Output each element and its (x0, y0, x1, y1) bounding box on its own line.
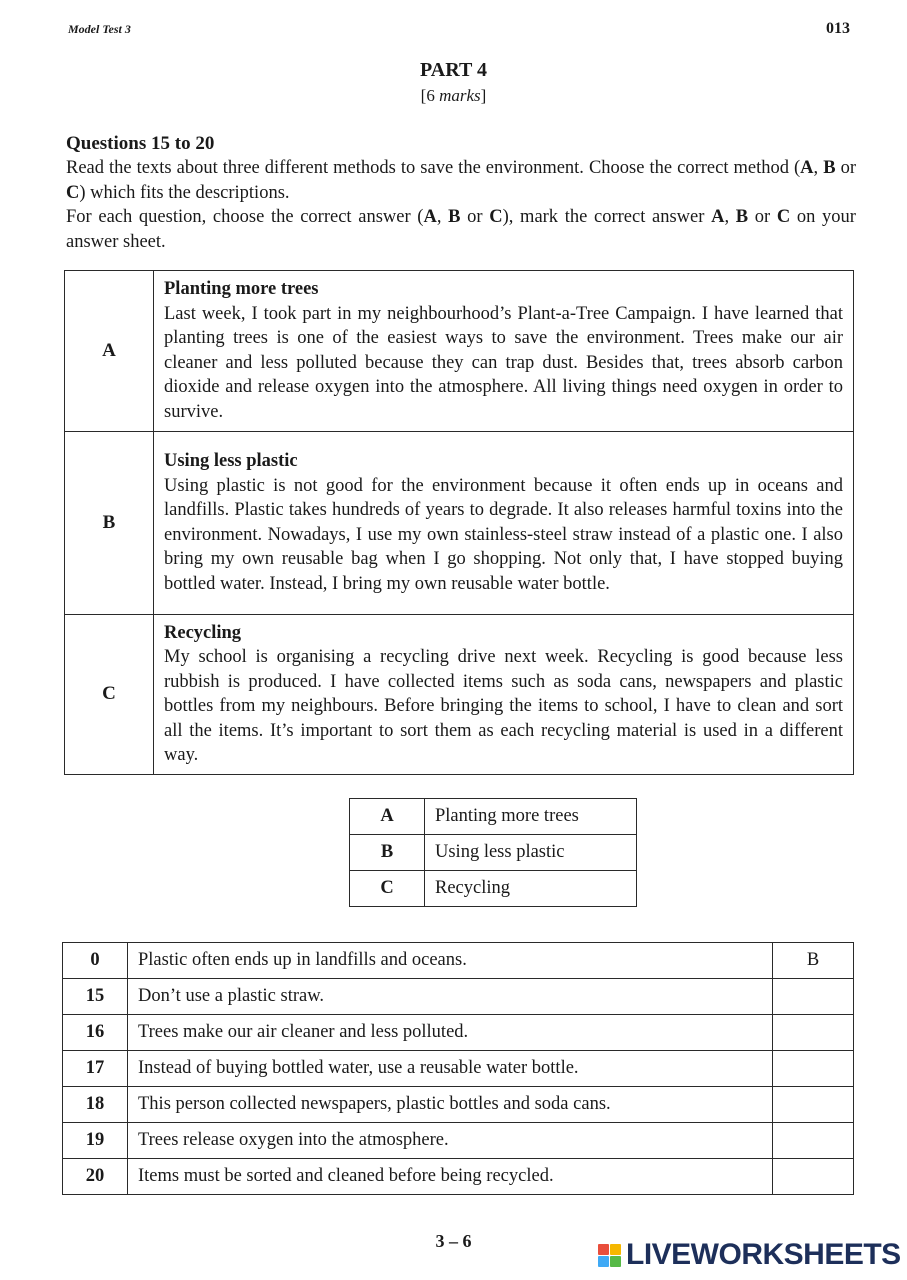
question-row (63, 1015, 854, 1051)
question-number: 19 (63, 1123, 128, 1159)
question-text: Plastic often ends up in landfills and oceans. (128, 943, 773, 979)
question-text: Trees release oxygen into the atmosphere. (128, 1123, 773, 1159)
text-row-b (65, 432, 854, 615)
answer-box[interactable] (773, 1015, 854, 1051)
key-row (350, 799, 637, 835)
question-number: 18 (63, 1087, 128, 1123)
reading-texts-table (64, 270, 854, 775)
logo-square (598, 1244, 609, 1255)
answer-box[interactable] (773, 1051, 854, 1087)
logo-square (610, 1256, 621, 1267)
question-number: 15 (63, 979, 128, 1015)
question-text: Don’t use a plastic straw. (128, 979, 773, 1015)
question-row (63, 1087, 854, 1123)
question-row (63, 1159, 854, 1195)
questions-table (62, 942, 854, 1195)
answer-box[interactable] (773, 979, 854, 1015)
liveworksheets-logo-icon (598, 1244, 621, 1267)
key-row (350, 871, 637, 907)
text-title: Recycling (164, 622, 242, 643)
text-row-a (65, 271, 854, 432)
text-letter: C (65, 615, 154, 775)
brand-name: LIVEWORKSHEETS (626, 1238, 901, 1271)
question-text: This person collected newspapers, plastic bottles and soda cans. (128, 1087, 773, 1123)
answer-box[interactable] (773, 1123, 854, 1159)
text-letter: A (65, 271, 154, 432)
text-cell (154, 432, 854, 615)
question-text: Trees make our air cleaner and less polluted. (128, 1015, 773, 1051)
key-label: Recycling (425, 871, 637, 907)
instruction-paragraph-1: Read the texts about three different methods to save the environment. Choose the correct method (A, B or C) which fits the descriptions. (66, 158, 856, 203)
text-letter: B (65, 432, 154, 615)
question-row-example (63, 943, 854, 979)
question-number: 20 (63, 1159, 128, 1195)
question-number: 16 (63, 1015, 128, 1051)
instruction-paragraph-2: For each question, choose the correct answer (A, B or C), mark the correct answer A, B or C on your answer sheet. (66, 207, 856, 252)
liveworksheets-watermark (598, 1238, 901, 1272)
key-letter: B (350, 835, 425, 871)
page-number: 3 – 6 (435, 1231, 472, 1251)
running-header-title: Model Test 3 (68, 22, 131, 36)
part-title: PART 4 (420, 59, 487, 81)
key-letter: A (350, 799, 425, 835)
answer-box[interactable] (773, 1159, 854, 1195)
question-number: 17 (63, 1051, 128, 1087)
page-code: 013 (826, 20, 850, 37)
question-row (63, 979, 854, 1015)
key-label: Planting more trees (425, 799, 637, 835)
answer-box[interactable] (773, 1087, 854, 1123)
example-answer: B (773, 943, 854, 979)
question-row (63, 1123, 854, 1159)
question-number: 0 (63, 943, 128, 979)
text-cell (154, 615, 854, 775)
part-marks: [6 marks] (420, 86, 487, 105)
text-title: Planting more trees (164, 279, 319, 299)
text-title: Using less plastic (164, 451, 298, 471)
key-label: Using less plastic (425, 835, 637, 871)
text-cell (154, 271, 854, 432)
answer-key-table (349, 798, 637, 907)
question-row (63, 1051, 854, 1087)
logo-square (610, 1244, 621, 1255)
text-body: Last week, I took part in my neighbourhood’s Plant-a-Tree Campaign. I have learned that planting trees is one of the easiest ways to save the environment. Trees make our air cleaner and less polluted because they can trap dust. Besides that, trees absorb carbon dioxide and release oxygen into the atmosphere. All living things need oxygen in order to survive. (164, 303, 843, 422)
question-text: Items must be sorted and cleaned before being recycled. (128, 1159, 773, 1195)
text-body: My school is organising a recycling drive next week. Recycling is good because less rubbish is produced. I have collected items such as soda cans, newspapers and plastic bottles from my neighbours. Before bringing the items to school, I have to clean and sort all the items. It’s important to sort them as each recycling material is used in a different way. (164, 647, 843, 765)
text-row-c (65, 615, 854, 775)
question-text: Instead of buying bottled water, use a reusable water bottle. (128, 1051, 773, 1087)
key-row (350, 835, 637, 871)
questions-heading: Questions 15 to 20 (66, 133, 215, 154)
key-letter: C (350, 871, 425, 907)
logo-square (598, 1256, 609, 1267)
text-body: Using plastic is not good for the environment because it often ends up in oceans and landfills. Plastic takes hundreds of years to degrade. It also releases harmful toxins into the environment. Nowadays, I use my own stainless-steel straw instead of a plastic one. I also bring my own reusable bag when I go shopping. Not only that, I have stopped buying bottled water. Instead, I bring my own reusable water bottle. (164, 475, 843, 594)
